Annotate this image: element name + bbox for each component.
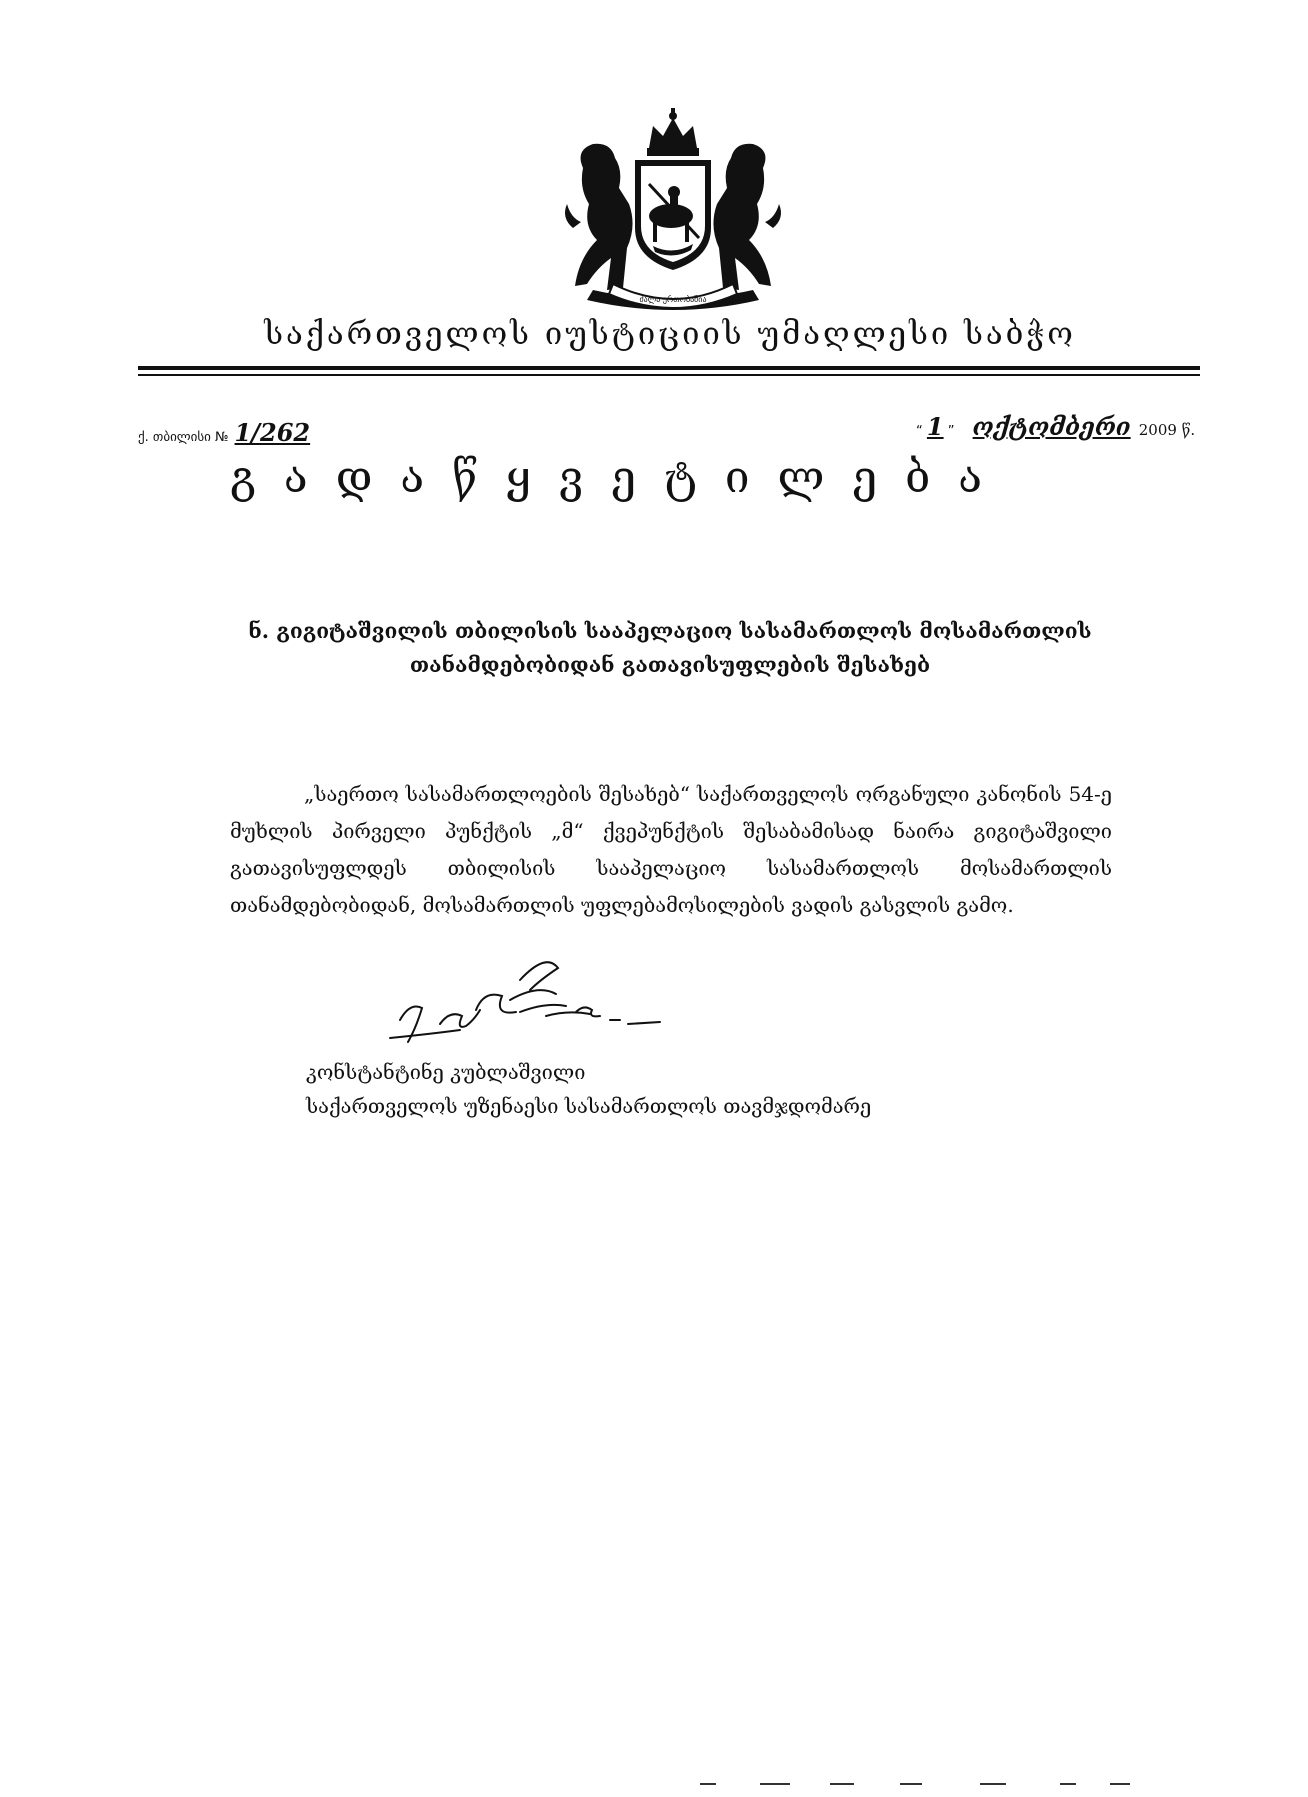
date-year: 2009 წ.: [1138, 421, 1196, 439]
date-month: ოქტომბერი: [972, 412, 1131, 441]
subject-line-1: ნ. გიგიტაშვილის თბილისის სააპელაციო სასამართლოს მოსამართლის: [248, 618, 1092, 643]
seal-ribbon-text: ძალა ერთობაშია: [639, 295, 707, 304]
handwritten-signature: [370, 950, 720, 1070]
header-divider-thick: [138, 366, 1200, 370]
document-number-value: 1/262: [234, 418, 311, 447]
date-close-quote: ”: [947, 424, 955, 439]
date-day: 1: [926, 412, 944, 441]
subject-line-2: თანამდებობიდან გათავისუფლების შესახებ: [409, 652, 931, 677]
document-number: [138, 418, 310, 447]
date-open-quote: “: [916, 424, 923, 439]
document-body: „საერთო სასამართლოების შესახებ“ საქართველოს ორგანული კანონის 54-ე მუხლის პირველი პუნქტის „მ“ ქვეპუნქტის შესაბამისად ნაირა გიგიტაშვილი გათავისუფლდეს თბილისის სააპელაციო სასამართლოს მოსამართლის თანამდებობიდან, მოსამართლის უფლებამოსილების ვადის გასვლის გამო.: [230, 782, 1112, 917]
signer-name: კონსტანტინე კუბლაშვილი: [306, 1060, 586, 1084]
document-date: [916, 412, 1195, 441]
document-title: გადაწყვეტილება: [230, 452, 1011, 503]
document-subject: [230, 614, 1110, 682]
institution-header: საქართველოს იუსტიციის უმაღლესი საბჭო: [264, 316, 1076, 352]
signer-title: საქართველოს უზენაესი სასამართლოს თავმჯდომარე: [306, 1094, 872, 1118]
scan-edge-marks: [700, 1782, 1140, 1786]
document-number-label: ქ. თბილისი №: [138, 430, 229, 445]
header-divider-thin: [138, 374, 1200, 376]
coat-of-arms-emblem: [553, 108, 793, 318]
